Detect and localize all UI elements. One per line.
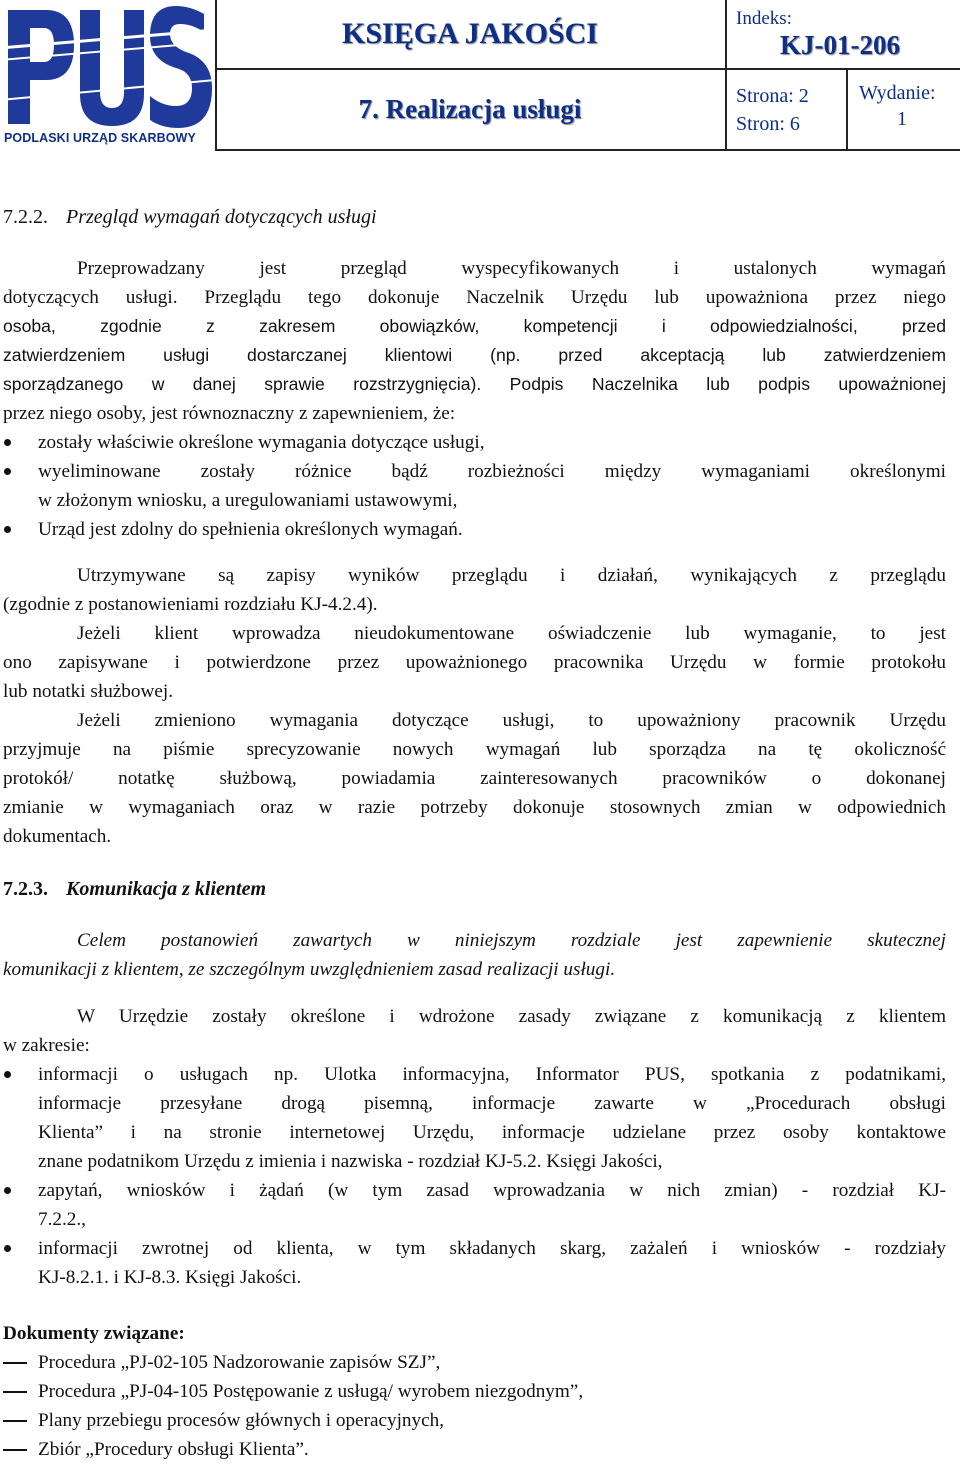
list-item: Urząd jest zdolny do spełnienia określonych wymagań.: [3, 515, 946, 544]
bullet-icon: [4, 1071, 11, 1078]
paragraph-line: sporządzanego w danej sprawie rozstrzygnięcia). Podpis Naczelnika lub podpis upoważnionej: [3, 374, 946, 394]
paragraph-line: zatwierdzeniem usługi dostarczanej klientowi (np. przed akceptacją lub zatwierdzeniem: [3, 345, 946, 365]
paragraph-line: (zgodnie z postanowieniami rozdziału KJ-4.2.4).: [3, 594, 378, 615]
list-item: informacji zwrotnej od klienta, w tym składanych skarg, zażaleń i wniosków - rozdziały: [3, 1234, 946, 1263]
edition-value: 1: [897, 108, 907, 130]
header-divider: [846, 68, 848, 150]
list-item: informacji o usługach np. Ulotka informacyjna, Informator PUS, spotkania z podatnikami,: [3, 1060, 946, 1089]
paragraph-line: protokół/ notatkę służbową, powiadamia zainteresowanych pracowników o dokonanej: [3, 768, 946, 789]
section-title: Przegląd wymagań dotyczących usługi: [66, 206, 377, 228]
dash-icon: [3, 1420, 27, 1422]
list-item-continuation: 7.2.2.,: [38, 1209, 86, 1230]
paragraph-line: przyjmuje na piśmie sprecyzowanie nowych wymagań lub sporządza na tę okoliczność: [3, 739, 946, 760]
section-heading: [3, 206, 377, 229]
dash-icon: [3, 1362, 27, 1364]
edition-label: Wydanie:: [859, 82, 936, 104]
bullet-icon: [4, 439, 11, 446]
index-value: KJ-01-206: [780, 30, 900, 60]
list-item-continuation: informacje przesyłane drogą pisemną, informacje zawarte w „Procedurach obsługi: [38, 1093, 946, 1114]
pus-logo-icon: [0, 0, 215, 150]
paragraph-line: dotyczących usługi. Przeglądu tego dokonuje Naczelnik Urzędu lub upoważniona przez niego: [3, 287, 946, 308]
section-number: 7.2.3.: [3, 878, 48, 900]
pus-logo: [0, 0, 215, 150]
documents-heading: Dokumenty związane:: [3, 1323, 185, 1344]
bullet-icon: [4, 468, 11, 475]
list-item: wyeliminowane zostały różnice bądź rozbieżności między wymaganiami określonymi: [3, 457, 946, 486]
paragraph-line: Jeżeli zmieniono wymagania dotyczące usługi, to upoważniony pracownik Urzędu: [77, 710, 946, 731]
paragraph-line: Przeprowadzany jest przegląd wyspecyfikowanych i ustalonych wymagań: [77, 258, 946, 279]
paragraph-line: w zakresie:: [3, 1035, 90, 1056]
document-item: Procedura „PJ-02-105 Nadzorowanie zapisów SZJ”,: [3, 1348, 946, 1377]
paragraph-line: Jeżeli klient wprowadza nieudokumentowane oświadczenie lub wymaganie, to jest: [77, 623, 946, 644]
paragraph-line: Utrzymywane są zapisy wyników przeglądu i działań, wynikających z przeglądu: [77, 565, 946, 586]
list-item-continuation: Klienta” i na stronie internetowej Urzędu, informacje udzielane przez osoby kontaktowe: [38, 1122, 946, 1143]
list-item-continuation: KJ-8.2.1. i KJ-8.3. Księgi Jakości.: [38, 1267, 302, 1288]
page-info: [736, 82, 809, 138]
document-item: Zbiór „Procedury obsługi Klienta”.: [3, 1435, 946, 1464]
paragraph-line: przez niego osoby, jest równoznaczny z zapewnieniem, że:: [3, 403, 456, 424]
document-item: Plany przebiegu procesów głównych i operacyjnych,: [3, 1406, 946, 1435]
dash-icon: [3, 1391, 27, 1393]
dash-icon: [3, 1449, 27, 1451]
logo-subtitle: PODLASKI URZĄD SKARBOWY: [4, 131, 196, 145]
list-item-continuation: znane podatnikom Urzędu z imienia i nazwiska - rozdział KJ-5.2. Księgi Jakości,: [38, 1151, 663, 1172]
list-item: zostały właściwie określone wymagania dotyczące usługi,: [3, 428, 946, 457]
bullet-icon: [4, 526, 11, 533]
paragraph-line: lub notatki służbowej.: [3, 681, 173, 702]
paragraph-line: Celem postanowień zawartych w niniejszym rozdziale jest zapewnienie skutecznej: [77, 930, 946, 951]
document-item: Procedura „PJ-04-105 Postępowanie z usługą/ wyrobem niezgodnym”,: [3, 1377, 946, 1406]
book-title: KSIĘGA JAKOŚCI: [342, 17, 598, 50]
page-count: Stron: 6: [736, 113, 800, 135]
paragraph-line: zmianie w wymaganiach oraz w razie potrzeby dokonuje stosownych zmian w odpowiednich: [3, 797, 946, 818]
chapter-title: 7. Realizacja usługi: [358, 93, 582, 124]
bullet-icon: [4, 1187, 11, 1194]
bullet-icon: [4, 1245, 11, 1252]
page-number: Strona: 2: [736, 85, 809, 107]
paragraph-line: W Urzędzie zostały określone i wdrożone zasady związane z komunikacją z klientem: [77, 1006, 946, 1027]
paragraph-line: osoba, zgodnie z zakresem obowiązków, kompetencji i odpowiedzialności, przed: [3, 316, 946, 336]
paragraph-line: komunikacji z klientem, ze szczególnym uwzględnieniem zasad realizacji usługi.: [3, 959, 616, 980]
section-title: Komunikacja z klientem: [66, 878, 267, 900]
section-heading: [3, 878, 266, 901]
list-item: zapytań, wniosków i żądań (w tym zasad wprowadzania w nich zmian) - rozdział KJ-: [3, 1176, 946, 1205]
index-label: Indeks:: [736, 8, 792, 29]
document-header: [0, 0, 960, 150]
paragraph-line: dokumentach.: [3, 826, 112, 847]
paragraph-line: ono zapisywane i potwierdzone przez upoważnionego pracownika Urzędu w formie protokołu: [3, 652, 946, 673]
section-number: 7.2.2.: [3, 206, 48, 228]
list-item-continuation: w złożonym wniosku, a uregulowaniami ustawowymi,: [38, 490, 458, 511]
header-divider: [725, 0, 727, 150]
